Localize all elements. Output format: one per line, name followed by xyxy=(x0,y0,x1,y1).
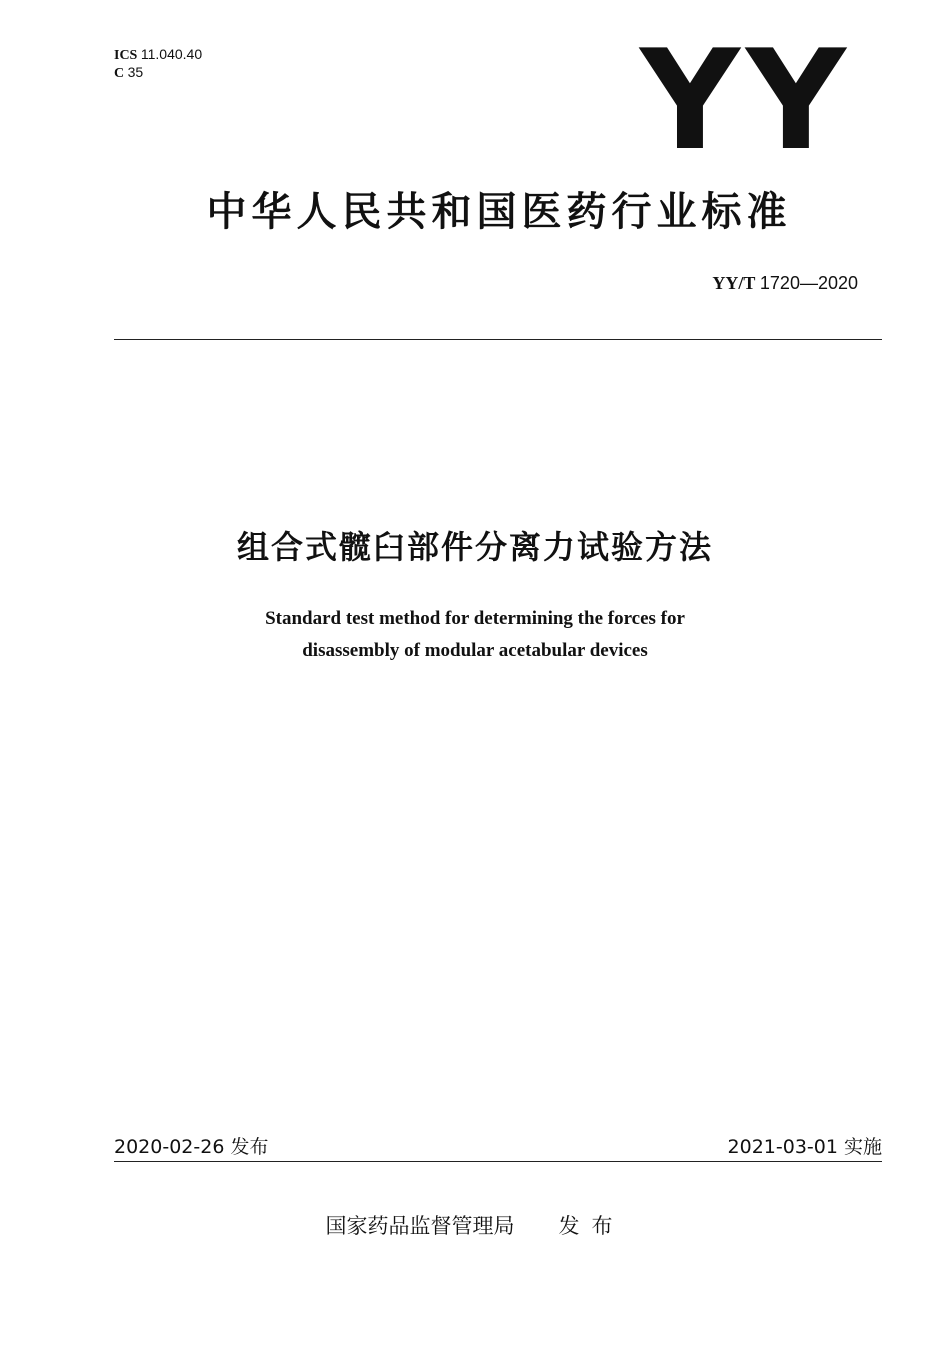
standard-number-prefix: YY/T xyxy=(712,273,756,293)
yy-logo: YY xyxy=(640,20,852,181)
document-title-en-line1: Standard test method for determining the forces for xyxy=(265,608,685,629)
publisher xyxy=(0,1210,950,1240)
ccs-code xyxy=(114,64,202,82)
classification-codes xyxy=(114,46,202,82)
standard-number xyxy=(712,273,858,294)
header-divider xyxy=(114,339,882,340)
document-title-en xyxy=(0,603,950,667)
implementation-date: 2021-03-01 实施 xyxy=(727,1136,882,1158)
publisher-name: 国家药品监督管理局 xyxy=(325,1214,515,1238)
document-title-en-line2: disassembly of modular acetabular devices xyxy=(302,640,648,661)
standard-title: 中华人民共和国医药行业标准 xyxy=(206,189,792,235)
document-title-cn: 组合式髋臼部件分离力试验方法 xyxy=(236,528,713,566)
ics-code xyxy=(114,46,202,64)
footer-divider xyxy=(114,1161,882,1162)
ics-value: 11.040.40 xyxy=(140,46,203,62)
issue-date: 2020-02-26 发布 xyxy=(114,1136,269,1158)
publisher-action: 发布 xyxy=(558,1214,625,1238)
ics-label: ICS xyxy=(114,48,138,63)
ccs-value: 35 xyxy=(127,64,144,80)
standard-number-value: 1720—2020 xyxy=(759,273,858,293)
ccs-label: C xyxy=(114,66,125,81)
